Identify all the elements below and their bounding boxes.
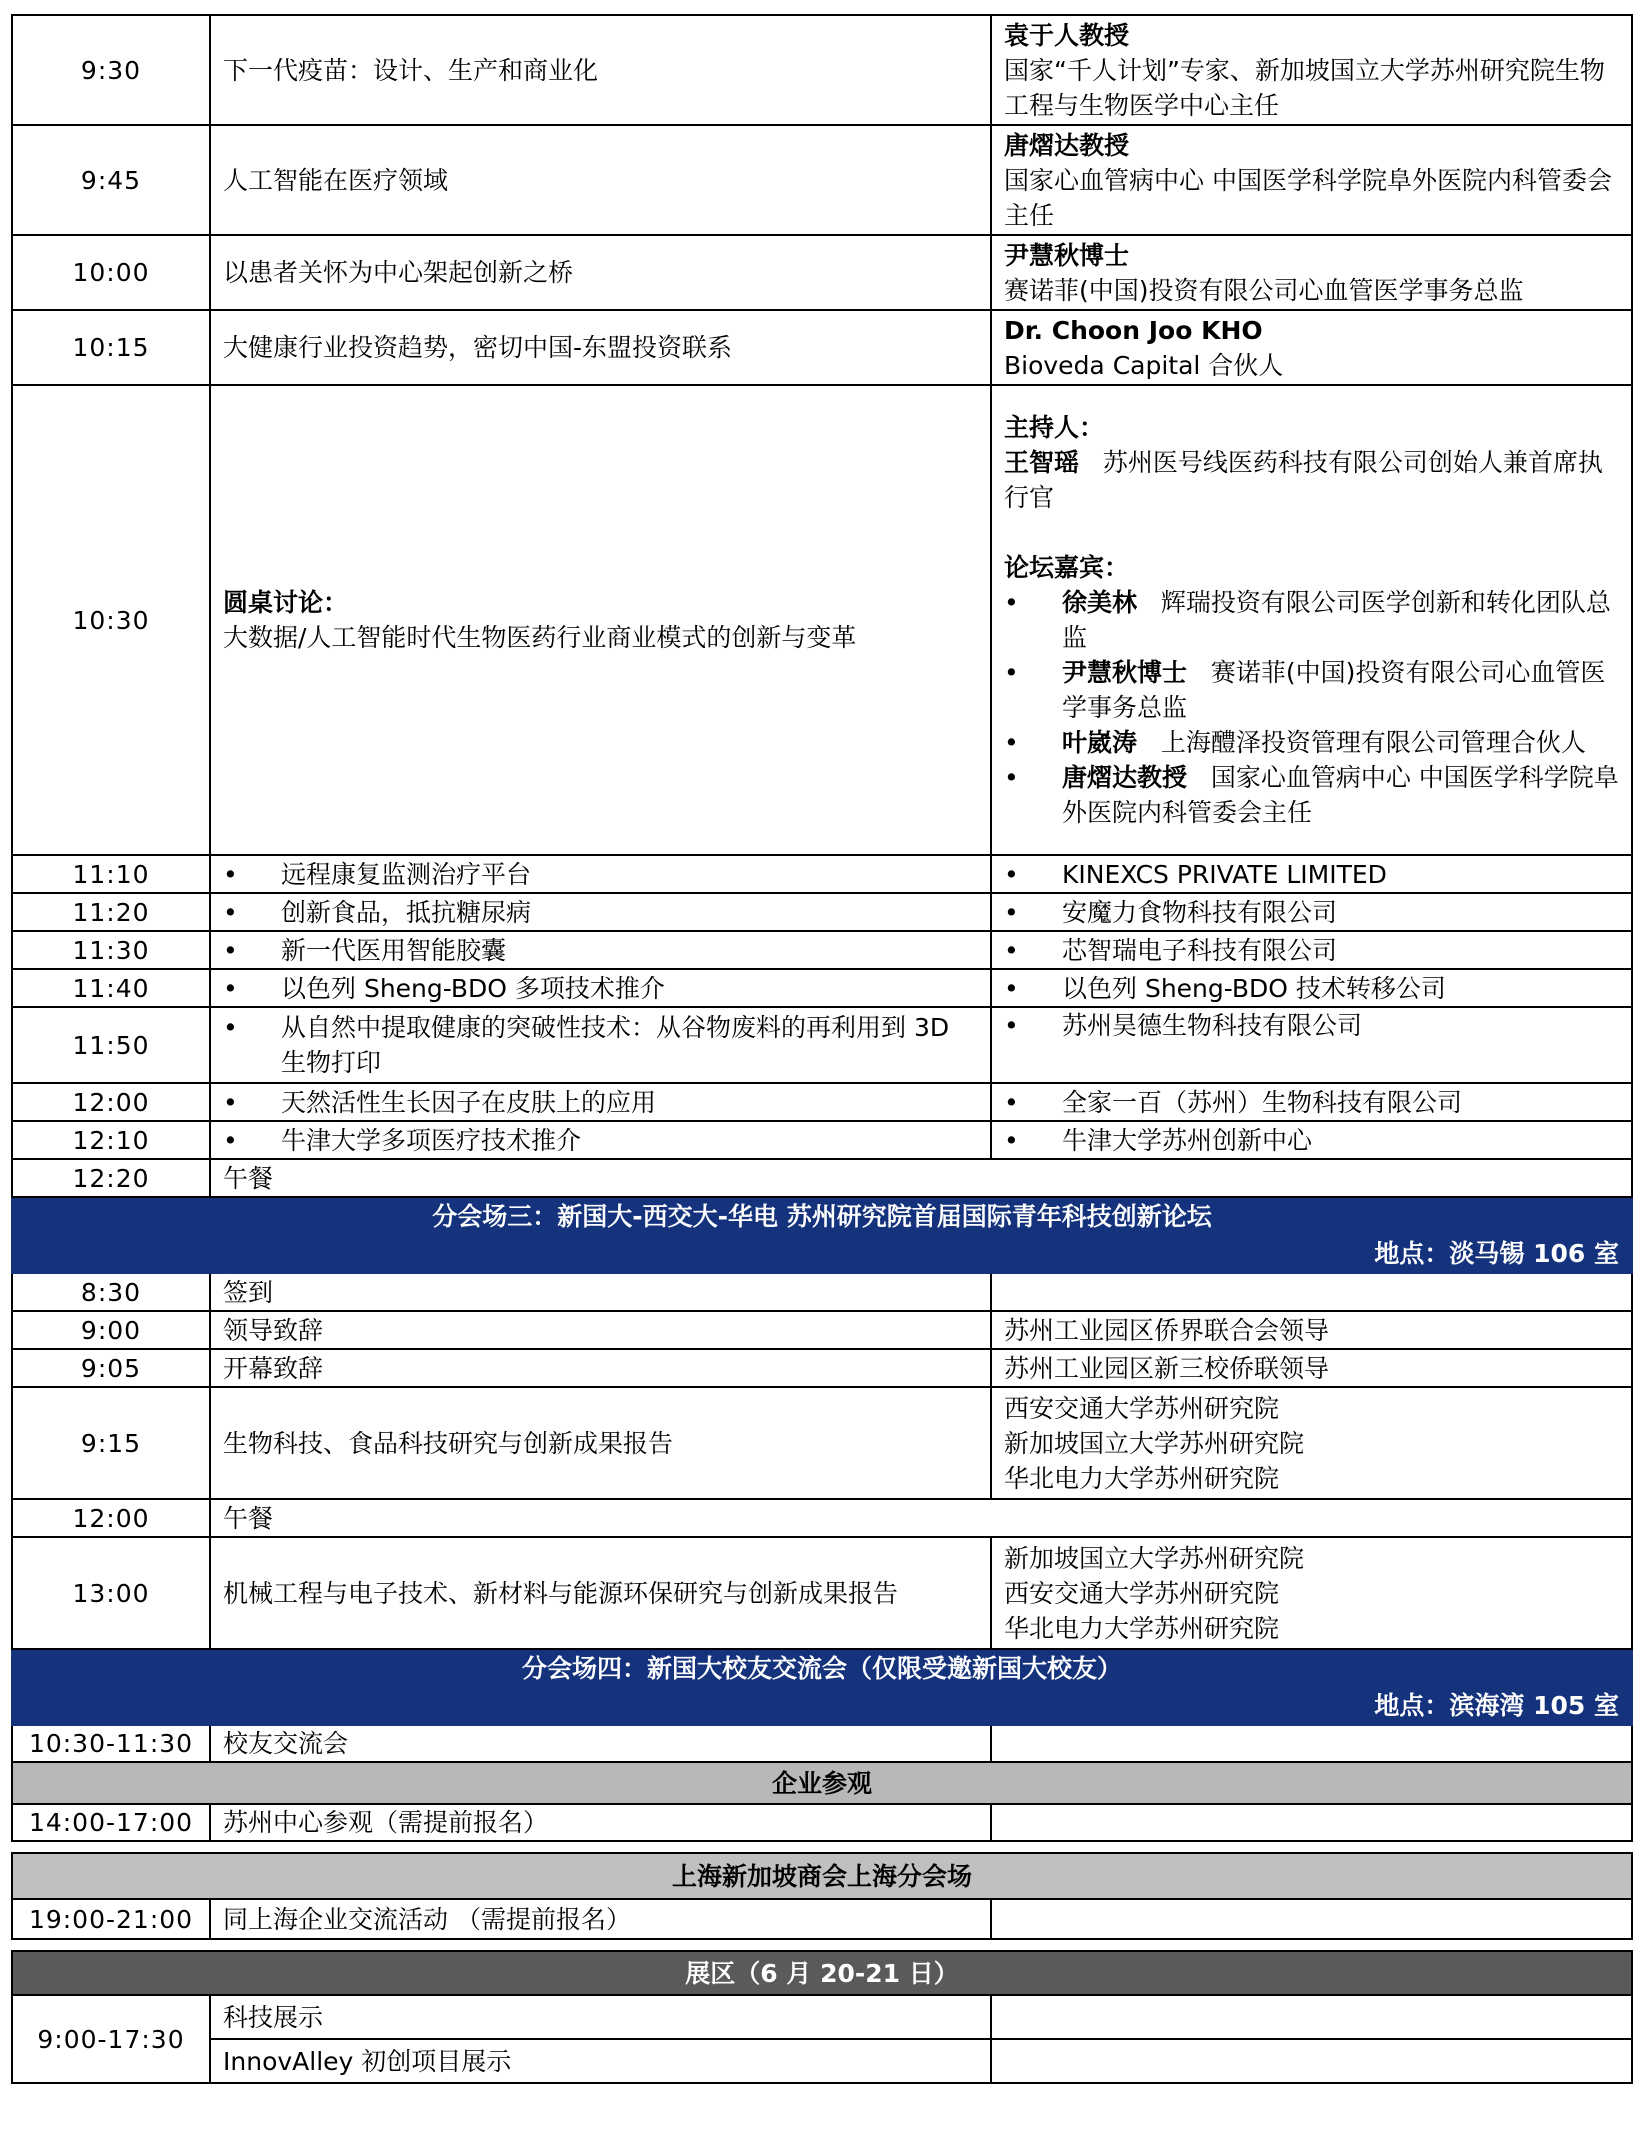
time-cell: 9:00 xyxy=(12,1311,210,1349)
roundtable-label: 圆桌讨论： xyxy=(223,588,349,617)
agenda-row xyxy=(12,15,1632,125)
time-cell: 12:20 xyxy=(12,1159,210,1197)
pitch-company: 牛津大学苏州创新中心 xyxy=(1062,1125,1313,1155)
speaker-name: 唐熠达教授 xyxy=(1004,130,1130,160)
topic-cell: 校友交流会 xyxy=(210,1725,991,1762)
section-header xyxy=(12,1853,1632,1899)
time-cell: 10:15 xyxy=(12,310,210,385)
time-cell: 9:00-17:30 xyxy=(12,1995,210,2083)
speaker-name: 尹慧秋博士 xyxy=(1004,240,1130,270)
speaker-cell xyxy=(991,1899,1632,1939)
session-title: 分会场四：新国大校友交流会（仅限受邀新国大校友） xyxy=(521,1654,1122,1683)
topic-cell: 科技展示 xyxy=(210,1995,991,2039)
guest-item xyxy=(1004,655,1619,725)
agenda-row xyxy=(12,1804,1632,1841)
bullet-icon: • xyxy=(1004,1011,1019,1040)
guest-name: 尹慧秋博士 xyxy=(1062,658,1188,687)
topic-cell: 领导致辞 xyxy=(210,1311,991,1349)
pitch-topic: 新一代医用智能胶囊 xyxy=(281,935,507,965)
company-cell xyxy=(991,1007,1632,1083)
pitch-row xyxy=(12,893,1632,931)
institute-line: 华北电力大学苏州研究院 xyxy=(1004,1613,1280,1643)
section-title: 展区（6 月 20-21 日） xyxy=(12,1951,1632,1995)
guest-title: 国家心血管病中心 中国医学科学院阜外医院内科管委会主任 xyxy=(1062,763,1619,827)
pitch-company: 以色列 Sheng-BDO 技术转移公司 xyxy=(1062,973,1446,1003)
agenda-table xyxy=(11,14,1633,2084)
topic-cell: InnovAlley 初创项目展示 xyxy=(210,2039,991,2083)
bullet-icon: • xyxy=(1004,897,1019,927)
speaker-cell xyxy=(991,1537,1632,1649)
panel-cell xyxy=(991,385,1632,855)
topic-cell xyxy=(210,969,991,1007)
pitch-row xyxy=(12,931,1632,969)
time-cell: 12:10 xyxy=(12,1121,210,1159)
pitch-row xyxy=(12,1083,1632,1121)
topic-cell: 下一代疫苗：设计、生产和商业化 xyxy=(210,15,991,125)
bullet-icon: • xyxy=(223,897,238,927)
section-header xyxy=(12,1951,1632,1995)
speaker-cell xyxy=(991,1387,1632,1499)
topic-cell xyxy=(210,1083,991,1121)
expo-row xyxy=(12,1995,1632,2039)
topic-cell: 同上海企业交流活动 （需提前报名） xyxy=(210,1899,991,1939)
lunch-row xyxy=(12,1159,1632,1197)
agenda-row xyxy=(12,1537,1632,1649)
speaker-cell: 苏州工业园区新三校侨联领导 xyxy=(991,1349,1632,1387)
pitch-topic: 创新食品，抵抗糖尿病 xyxy=(281,897,532,927)
topic-cell: 生物科技、食品科技研究与创新成果报告 xyxy=(210,1387,991,1499)
guest-name: 徐美林 xyxy=(1062,588,1138,617)
topic-cell: 人工智能在医疗领域 xyxy=(210,125,991,235)
agenda-row xyxy=(12,235,1632,310)
expo-row xyxy=(12,2039,1632,2083)
topic-cell xyxy=(210,1007,991,1083)
bullet-icon: • xyxy=(1004,728,1019,757)
agenda-row xyxy=(12,1387,1632,1499)
guest-name: 唐熠达教授 xyxy=(1062,763,1188,792)
time-cell: 11:40 xyxy=(12,969,210,1007)
topic-cell xyxy=(210,893,991,931)
time-cell: 9:05 xyxy=(12,1349,210,1387)
company-cell xyxy=(991,1121,1632,1159)
bullet-icon: • xyxy=(223,973,238,1003)
time-cell: 10:00 xyxy=(12,235,210,310)
guest-title: 赛诺菲(中国)投资有限公司心血管医学事务总监 xyxy=(1062,658,1606,722)
speaker-title: 赛诺菲(中国)投资有限公司心血管医学事务总监 xyxy=(1004,275,1524,305)
time-cell: 9:45 xyxy=(12,125,210,235)
time-cell: 11:30 xyxy=(12,931,210,969)
time-cell: 12:00 xyxy=(12,1083,210,1121)
topic-cell xyxy=(210,931,991,969)
topic-cell xyxy=(210,855,991,893)
section-title: 企业参观 xyxy=(12,1762,1632,1804)
guest-item xyxy=(1004,585,1619,655)
bullet-icon: • xyxy=(223,1013,238,1042)
guest-title: 上海醴泽投资管理有限公司管理合伙人 xyxy=(1160,728,1586,757)
host-line xyxy=(1004,445,1619,515)
guest-name: 叶崴涛 xyxy=(1062,728,1138,757)
session-title: 分会场三：新国大-西交大-华电 苏州研究院首届国际青年科技创新论坛 xyxy=(432,1202,1212,1231)
bullet-icon: • xyxy=(1004,973,1019,1003)
bullet-icon: • xyxy=(1004,658,1019,687)
bullet-icon: • xyxy=(223,1087,238,1117)
speaker-cell xyxy=(991,2039,1632,2083)
roundtable-row xyxy=(12,385,1632,855)
speaker-cell xyxy=(991,125,1632,235)
company-cell xyxy=(991,893,1632,931)
topic-cell: 大健康行业投资趋势，密切中国-东盟投资联系 xyxy=(210,310,991,385)
pitch-company: 芯智瑞电子科技有限公司 xyxy=(1062,935,1338,965)
guest-title: 辉瑞投资有限公司医学创新和转化团队总监 xyxy=(1062,588,1611,652)
company-cell xyxy=(991,1083,1632,1121)
lunch-row xyxy=(12,1499,1632,1537)
speaker-name: Dr. Choon Joo KHO xyxy=(1004,315,1263,345)
company-cell xyxy=(991,931,1632,969)
topic-cell: 午餐 xyxy=(210,1159,1632,1197)
time-cell: 10:30-11:30 xyxy=(12,1725,210,1762)
bullet-icon: • xyxy=(1004,763,1019,792)
speaker-cell xyxy=(991,1725,1632,1762)
pitch-topic: 以色列 Sheng-BDO 多项技术推介 xyxy=(281,973,665,1003)
speaker-title: 国家“千人计划”专家、新加坡国立大学苏州研究院生物工程与生物医学中心主任 xyxy=(1004,55,1605,120)
bullet-icon: • xyxy=(223,1125,238,1155)
agenda-row xyxy=(12,125,1632,235)
time-cell: 9:15 xyxy=(12,1387,210,1499)
pitch-topic: 天然活性生长因子在皮肤上的应用 xyxy=(281,1087,657,1117)
guest-item xyxy=(1004,760,1619,830)
time-cell: 8:30 xyxy=(12,1273,210,1311)
agenda-row xyxy=(12,310,1632,385)
agenda-row xyxy=(12,1725,1632,1762)
institute-line: 新加坡国立大学苏州研究院 xyxy=(1004,1543,1305,1573)
speaker-cell xyxy=(991,310,1632,385)
pitch-row xyxy=(12,1121,1632,1159)
pitch-topic: 牛津大学多项医疗技术推介 xyxy=(281,1125,582,1155)
agenda-page xyxy=(11,14,1631,2084)
time-cell: 11:50 xyxy=(12,1007,210,1083)
bullet-icon: • xyxy=(1004,859,1019,889)
bullet-icon: • xyxy=(1004,1087,1019,1117)
pitch-row xyxy=(12,1007,1632,1083)
speaker-cell xyxy=(991,1995,1632,2039)
session-header xyxy=(12,1649,1632,1725)
speaker-cell: 苏州工业园区侨界联合会领导 xyxy=(991,1311,1632,1349)
pitch-topic: 从自然中提取健康的突破性技术：从谷物废料的再利用到 3D 生物打印 xyxy=(281,1013,950,1077)
time-cell: 14:00-17:00 xyxy=(12,1804,210,1841)
session-header xyxy=(12,1197,1632,1273)
speaker-cell xyxy=(991,15,1632,125)
bullet-icon: • xyxy=(223,935,238,965)
topic-cell: 开幕致辞 xyxy=(210,1349,991,1387)
speaker-name: 袁于人教授 xyxy=(1004,20,1130,50)
agenda-row xyxy=(12,1273,1632,1311)
company-cell xyxy=(991,969,1632,1007)
institute-line: 西安交通大学苏州研究院 xyxy=(1004,1578,1280,1608)
pitch-row xyxy=(12,855,1632,893)
host-name: 王智瑶 xyxy=(1004,448,1080,477)
pitch-company: 全家一百（苏州）生物科技有限公司 xyxy=(1062,1087,1463,1117)
section-title: 上海新加坡商会上海分会场 xyxy=(12,1853,1632,1899)
company-cell xyxy=(991,855,1632,893)
speaker-title: 国家心血管病中心 中国医学科学院阜外医院内科管委会主任 xyxy=(1004,165,1612,230)
time-cell: 9:30 xyxy=(12,15,210,125)
guests-label: 论坛嘉宾： xyxy=(1004,553,1130,582)
guest-item xyxy=(1004,725,1619,760)
topic-cell: 苏州中心参观（需提前报名） xyxy=(210,1804,991,1841)
pitch-company: KINEXCS PRIVATE LIMITED xyxy=(1062,859,1387,889)
speaker-title: Bioveda Capital 合伙人 xyxy=(1004,350,1284,380)
topic-cell: 午餐 xyxy=(210,1499,1632,1537)
bullet-icon: • xyxy=(223,859,238,889)
pitch-topic: 远程康复监测治疗平台 xyxy=(281,859,532,889)
agenda-row xyxy=(12,1899,1632,1939)
pitch-company: 安魔力食物科技有限公司 xyxy=(1062,897,1338,927)
time-cell: 11:10 xyxy=(12,855,210,893)
host-title: 苏州医号线医药科技有限公司创始人兼首席执行官 xyxy=(1004,448,1603,512)
bullet-icon: • xyxy=(1004,588,1019,617)
speaker-cell xyxy=(991,1804,1632,1841)
agenda-row xyxy=(12,1349,1632,1387)
host-label: 主持人： xyxy=(1004,413,1105,442)
institute-line: 新加坡国立大学苏州研究院 xyxy=(1004,1428,1305,1458)
session-venue: 地点：淡马锡 106 室 xyxy=(1374,1239,1619,1268)
topic-cell xyxy=(210,385,991,855)
speaker-cell xyxy=(991,235,1632,310)
roundtable-topic: 大数据/人工智能时代生物医药行业商业模式的创新与变革 xyxy=(223,623,857,652)
pitch-row xyxy=(12,969,1632,1007)
bullet-icon: • xyxy=(1004,1125,1019,1155)
agenda-row xyxy=(12,1311,1632,1349)
topic-cell: 以患者关怀为中心架起创新之桥 xyxy=(210,235,991,310)
institute-line: 华北电力大学苏州研究院 xyxy=(1004,1463,1280,1493)
time-cell: 11:20 xyxy=(12,893,210,931)
time-cell: 12:00 xyxy=(12,1499,210,1537)
topic-cell: 签到 xyxy=(210,1273,991,1311)
time-cell: 19:00-21:00 xyxy=(12,1899,210,1939)
topic-cell xyxy=(210,1121,991,1159)
pitch-company: 苏州昊德生物科技有限公司 xyxy=(1062,1011,1363,1040)
section-header xyxy=(12,1762,1632,1804)
topic-cell: 机械工程与电子技术、新材料与能源环保研究与创新成果报告 xyxy=(210,1537,991,1649)
speaker-cell xyxy=(991,1273,1632,1311)
time-cell: 13:00 xyxy=(12,1537,210,1649)
bullet-icon: • xyxy=(1004,935,1019,965)
institute-line: 西安交通大学苏州研究院 xyxy=(1004,1393,1280,1423)
session-venue: 地点：滨海湾 105 室 xyxy=(1374,1691,1619,1720)
time-cell: 10:30 xyxy=(12,385,210,855)
